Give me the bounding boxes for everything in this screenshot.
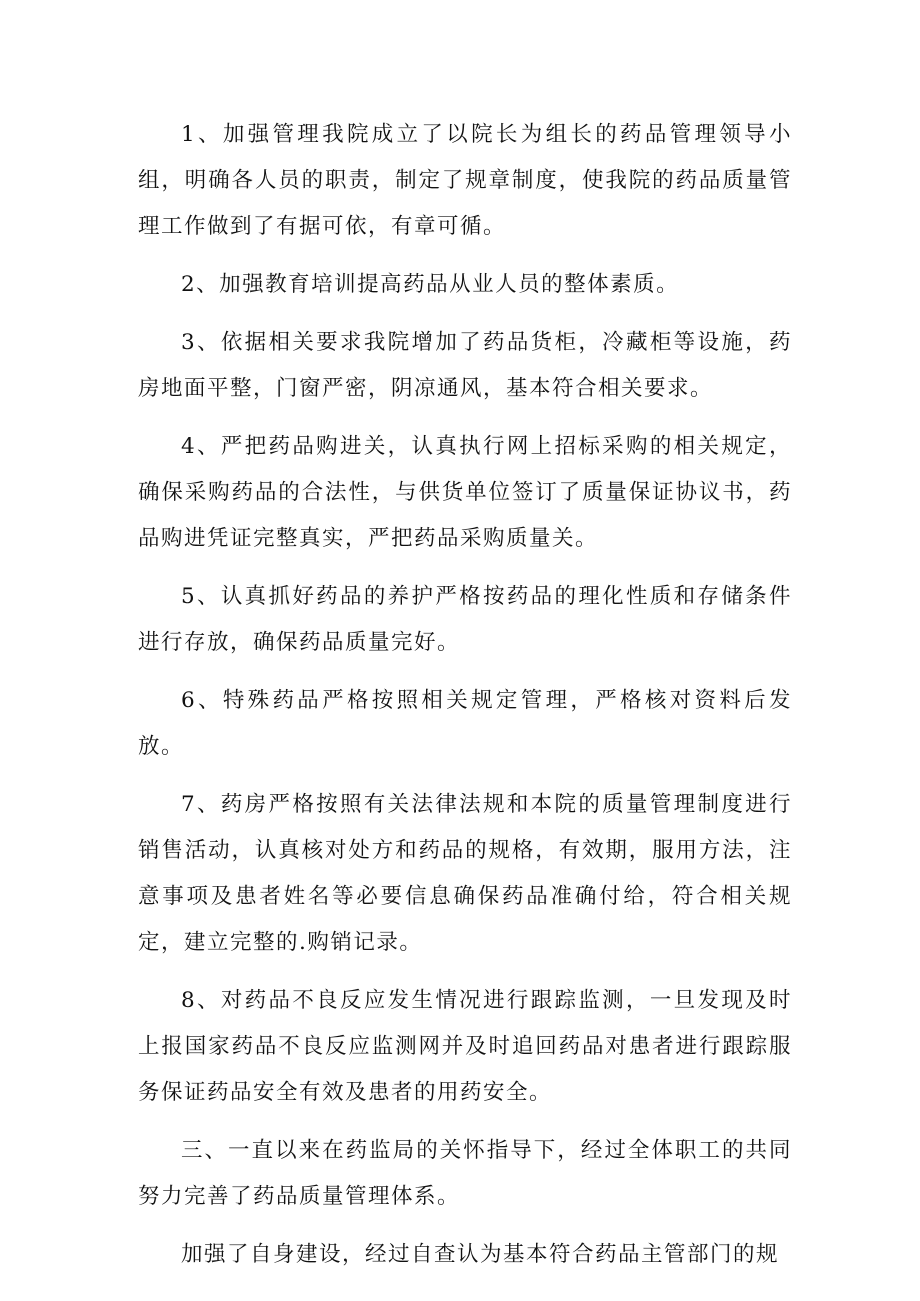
paragraph-9: 三、一直以来在药监局的关怀指导下，经过全体职工的共同努力完善了药品质量管理体系。 (138, 1138, 792, 1209)
paragraph-7: 7、药房严格按照有关法律法规和本院的质量管理制度进行销售活动，认真核对处方和药品的规格，有效期，服用方法，注意事项及患者姓名等必要信息确保药品准确付给，符合相关规定，建立完整的.购销记录。 (138, 792, 792, 955)
paragraph-5: 5、认真抓好药品的养护严格按药品的理化性质和存储条件进行存放，确保药品质量完好。 (138, 584, 792, 655)
paragraph-8: 8、对药品不良反应发生情况进行跟踪监测，一旦发现及时上报国家药品不良反应监测网并及时追回药品对患者进行跟踪服务保证药品安全有效及患者的用药安全。 (138, 988, 792, 1105)
paragraph-10: 加强了自身建设，经过自查认为基本符合药品主管部门的规 (181, 1242, 780, 1267)
paragraph-3: 3、依据相关要求我院增加了药品货柜，冷藏柜等设施，药房地面平整，门窗严密，阴凉通风，基本符合相关要求。 (138, 330, 792, 401)
paragraph-1: 1、加强管理我院成立了以院长为组长的药品管理领导小组，明确各人员的职责，制定了规章制度，使我院的药品质量管理工作做到了有据可依，有章可循。 (138, 122, 792, 239)
paragraph-4: 4、严把药品购进关，认真执行网上招标采购的相关规定，确保采购药品的合法性，与供货单位签订了质量保证协议书，药品购进凭证完整真实，严把药品采购质量关。 (138, 434, 792, 551)
paragraph-6: 6、特殊药品严格按照相关规定管理，严格核对资料后发放。 (138, 688, 792, 759)
paragraph-2: 2、加强教育培训提高药品从业人员的整体素质。 (181, 272, 680, 297)
document-body (138, 112, 792, 1290)
